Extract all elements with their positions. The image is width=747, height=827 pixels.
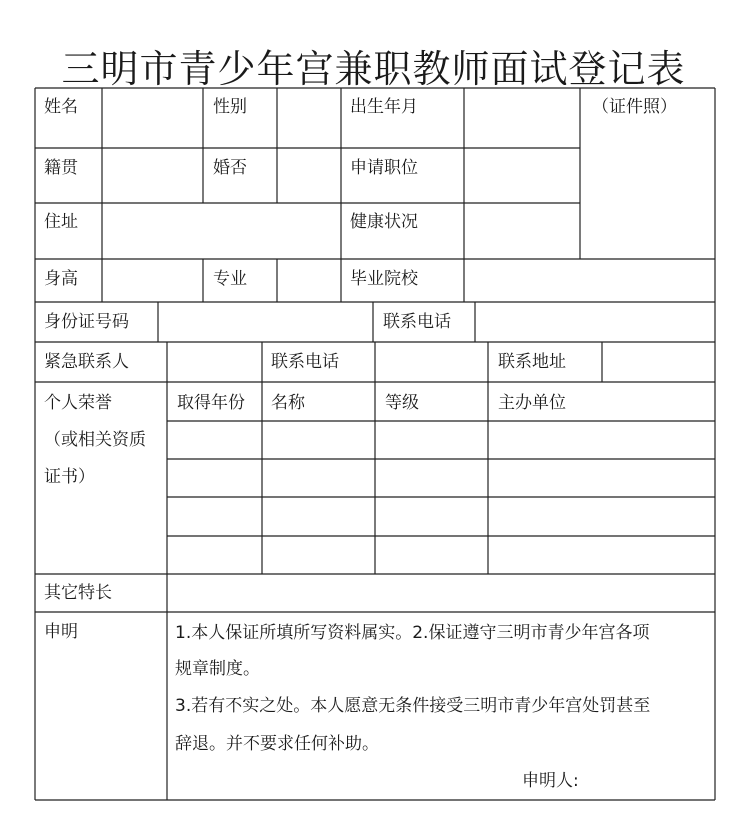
form-title: 三明市青少年宫兼职教师面试登记表 (61, 47, 686, 91)
skills-label: 其它特长 (44, 583, 112, 603)
signature-field[interactable] (592, 766, 710, 796)
honors-row[interactable] (168, 460, 714, 496)
school-label: 毕业院校 (350, 269, 418, 289)
year-column-header: 取得年份 (177, 393, 245, 413)
emergency-phone-field[interactable] (376, 343, 487, 381)
birth-field[interactable] (465, 89, 579, 147)
honors-row[interactable] (168, 422, 714, 458)
height-label: 身高 (44, 269, 78, 289)
contact-address-label: 联系地址 (498, 352, 566, 372)
health-field[interactable] (465, 204, 579, 258)
emergency-contact-field[interactable] (168, 343, 261, 381)
level-column-header: 等级 (385, 393, 419, 413)
birth-label: 出生年月 (350, 97, 418, 117)
major-field[interactable] (278, 260, 340, 301)
native-place-label: 籍贯 (44, 158, 78, 178)
gender-label: 性别 (213, 97, 247, 117)
native-place-field[interactable] (103, 149, 202, 202)
signature-label: 申明人: (522, 771, 579, 791)
phone-label: 联系电话 (383, 312, 451, 332)
position-field[interactable] (465, 149, 579, 202)
honors-label: 个人荣誉 (44, 393, 112, 413)
name-label: 姓名 (44, 97, 78, 117)
declaration-line-2: 规章制度。 (175, 659, 260, 679)
gender-field[interactable] (278, 89, 340, 147)
marital-field[interactable] (278, 149, 340, 202)
health-label: 健康状况 (350, 212, 418, 232)
honor-name-column-header: 名称 (271, 393, 305, 413)
contact-address-field[interactable] (603, 343, 714, 381)
declaration-line-1: 1.本人保证所填所写资料属实。2.保证遵守三明市青少年宫各项 (175, 623, 650, 643)
declaration-line-4: 辞退。并不要求任何补助。 (175, 734, 379, 754)
id-number-label: 身份证号码 (44, 312, 129, 332)
emergency-contact-label: 紧急联系人 (44, 352, 129, 372)
declaration-label: 申明 (44, 622, 78, 642)
declaration-line-3: 3.若有不实之处。本人愿意无条件接受三明市青少年宫处罚甚至 (175, 696, 651, 716)
honors-label-line3: 证书） (44, 467, 95, 487)
address-label: 住址 (44, 212, 78, 232)
phone-field[interactable] (476, 303, 714, 341)
position-label: 申请职位 (350, 158, 418, 178)
address-field[interactable] (103, 204, 340, 258)
skills-field[interactable] (168, 575, 714, 611)
honors-label-line2: （或相关资质 (44, 430, 146, 450)
organizer-column-header: 主办单位 (498, 393, 566, 413)
height-field[interactable] (103, 260, 202, 301)
photo-placeholder: （证件照） (592, 97, 677, 117)
emergency-phone-label: 联系电话 (271, 352, 339, 372)
honors-row[interactable] (168, 537, 714, 573)
major-label: 专业 (213, 269, 247, 289)
name-field[interactable] (103, 89, 202, 147)
marital-label: 婚否 (213, 158, 247, 178)
school-field[interactable] (465, 260, 714, 301)
id-number-field[interactable] (159, 303, 372, 341)
honors-row[interactable] (168, 498, 714, 535)
